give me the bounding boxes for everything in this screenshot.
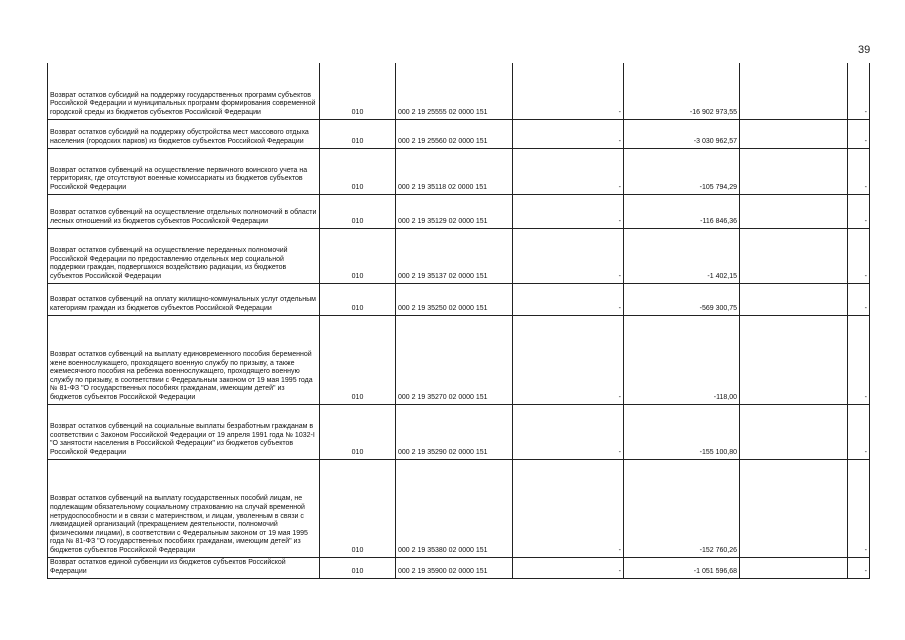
row-amount: -569 300,75 <box>624 283 740 315</box>
revenue-return-table <box>47 63 870 579</box>
row-budget-code: 000 2 19 25560 02 0000 151 <box>396 119 513 148</box>
row-empty <box>740 194 848 228</box>
row-plan: - <box>513 404 624 459</box>
row-empty <box>740 315 848 404</box>
row-percent: - <box>848 119 870 148</box>
page-number: 39 <box>858 44 871 56</box>
row-plan: - <box>513 315 624 404</box>
row-amount: -118,00 <box>624 315 740 404</box>
row-empty <box>740 283 848 315</box>
row-percent: - <box>848 63 870 119</box>
row-budget-code: 000 2 19 35129 02 0000 151 <box>396 194 513 228</box>
table-row <box>48 315 870 404</box>
row-percent: - <box>848 404 870 459</box>
row-description: Возврат остатков субвенций на осуществление первичного воинского учета на территориях, где отсутствуют военные комиссариаты из бюджетов субъектов Российской Федерации <box>48 148 320 194</box>
row-code: 010 <box>320 404 396 459</box>
row-budget-code: 000 2 19 35290 02 0000 151 <box>396 404 513 459</box>
row-empty <box>740 404 848 459</box>
row-empty <box>740 119 848 148</box>
row-budget-code: 000 2 19 35250 02 0000 151 <box>396 283 513 315</box>
row-amount: -155 100,80 <box>624 404 740 459</box>
row-code: 010 <box>320 119 396 148</box>
row-description: Возврат остатков субвенций на выплату государственных пособий лицам, не подлежащим обязательному социальному страхованию на случай временной нетрудоспособности и в связи с материнством, и лицам, уволенным в связи с ликвидацией организаций (прекращением деятельности, полномочий физическими лицами), в соответствии с Федеральным законом от 19 мая 1995 года № 81-ФЗ "О государственных пособиях гражданам, имеющим детей" из бюджетов субъектов Российской Федерации <box>48 459 320 557</box>
row-amount: -1 051 596,68 <box>624 557 740 578</box>
row-description: Возврат остатков субвенций на социальные выплаты безработным гражданам в соответствии с Законом Российской Федерации от 19 апреля 1991 года № 1032-I "О занятости населения в Российской Федерации" из бюджетов субъектов Российской Федерации <box>48 404 320 459</box>
row-percent: - <box>848 228 870 283</box>
table-row <box>48 459 870 557</box>
row-code: 010 <box>320 557 396 578</box>
table-row <box>48 194 870 228</box>
row-budget-code: 000 2 19 25555 02 0000 151 <box>396 63 513 119</box>
row-budget-code: 000 2 19 35270 02 0000 151 <box>396 315 513 404</box>
row-description: Возврат остатков субвенций на выплату единовременного пособия беременной жене военнослужащего, проходящего военную службу по призыву, а также ежемесячного пособия на ребенка военнослужащего, проходящего военную службу по призыву, в соответствии с Федеральным законом от 19 мая 1995 года № 81-ФЗ "О государственных пособиях гражданам, имеющим детей" из бюджетов субъектов Российской Федерации <box>48 315 320 404</box>
row-description: Возврат остатков субвенций на оплату жилищно-коммунальных услуг отдельным категориям граждан из бюджетов субъектов Российской Федерации <box>48 283 320 315</box>
row-budget-code: 000 2 19 35380 02 0000 151 <box>396 459 513 557</box>
row-percent: - <box>848 148 870 194</box>
row-percent: - <box>848 459 870 557</box>
row-empty <box>740 63 848 119</box>
row-description: Возврат остатков субвенций на осуществление отдельных полномочий в области лесных отношений из бюджетов субъектов Российской Федерации <box>48 194 320 228</box>
row-plan: - <box>513 63 624 119</box>
row-description: Возврат остатков субсидий на поддержку обустройства мест массового отдыха населения (городских парков) из бюджетов субъектов Российской Федерации <box>48 119 320 148</box>
row-amount: -3 030 962,57 <box>624 119 740 148</box>
row-description: Возврат остатков субсидий на поддержку государственных программ субъектов Российской Федерации и муниципальных программ формирования современной городской среды из бюджетов субъектов Российской Федерации <box>48 63 320 119</box>
row-percent: - <box>848 557 870 578</box>
row-code: 010 <box>320 283 396 315</box>
row-code: 010 <box>320 228 396 283</box>
table-row <box>48 148 870 194</box>
row-plan: - <box>513 228 624 283</box>
row-plan: - <box>513 459 624 557</box>
row-plan: - <box>513 557 624 578</box>
row-empty <box>740 459 848 557</box>
table-row <box>48 119 870 148</box>
row-budget-code: 000 2 19 35900 02 0000 151 <box>396 557 513 578</box>
row-percent: - <box>848 283 870 315</box>
row-amount: -105 794,29 <box>624 148 740 194</box>
row-percent: - <box>848 315 870 404</box>
row-code: 010 <box>320 315 396 404</box>
row-amount: -16 902 973,55 <box>624 63 740 119</box>
row-description: Возврат остатков единой субвенции из бюджетов субъектов Российской Федерации <box>48 557 320 578</box>
row-percent: - <box>848 194 870 228</box>
row-budget-code: 000 2 19 35118 02 0000 151 <box>396 148 513 194</box>
row-amount: -1 402,15 <box>624 228 740 283</box>
row-code: 010 <box>320 194 396 228</box>
row-plan: - <box>513 194 624 228</box>
table-row <box>48 63 870 119</box>
row-code: 010 <box>320 63 396 119</box>
row-code: 010 <box>320 459 396 557</box>
row-amount: -116 846,36 <box>624 194 740 228</box>
row-amount: -152 760,26 <box>624 459 740 557</box>
table-row <box>48 404 870 459</box>
row-plan: - <box>513 119 624 148</box>
row-code: 010 <box>320 148 396 194</box>
row-empty <box>740 228 848 283</box>
row-plan: - <box>513 148 624 194</box>
row-empty <box>740 148 848 194</box>
row-plan: - <box>513 283 624 315</box>
table-row <box>48 557 870 578</box>
table-row <box>48 228 870 283</box>
row-budget-code: 000 2 19 35137 02 0000 151 <box>396 228 513 283</box>
table-row <box>48 283 870 315</box>
row-description: Возврат остатков субвенций на осуществление переданных полномочий Российской Федерации по предоставлению отдельных мер социальной поддержки граждан, подвергшихся воздействию радиации, из бюджетов субъектов Российской Федерации <box>48 228 320 283</box>
row-empty <box>740 557 848 578</box>
